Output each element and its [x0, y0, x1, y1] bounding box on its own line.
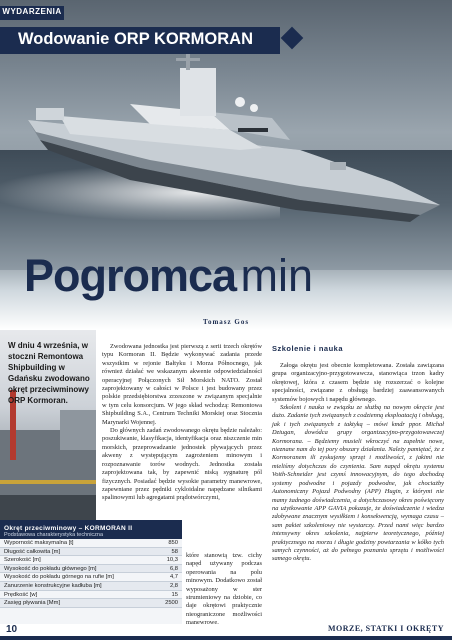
- paragraph: Zwodowana jednostka jest pierwszą z serii trzech okrętów typu Kormoran II. Będzie wykonywać zadania przede wszystkim w rejonie Bałtyku i Morza Północnego, jak również działać we wskazanym akwenie odpowiedzialności operacyjnej Połączonych Sił Morskich NATO. Został zaprojektowany w całości w Polsce i jest budowany przez polskie przedsiębiorstwa zrzeszone w związanym specjalnie w tym celu konsorcjum. W jego skład wchodzą: Remontowa Shipbuilding S.A., Centrum Techniki Morskiej oraz Stocznia Marynarki Wojennej.: [102, 343, 262, 426]
- table-row: [0, 565, 182, 574]
- row-label: Długość całkowita [m]: [4, 548, 61, 555]
- spec-table-header: [0, 523, 182, 539]
- row-label: Wysokość do pokładu górnego na rufie [m]: [4, 574, 114, 581]
- body-column-right: [272, 362, 444, 564]
- paragraph: Załoga okrętu jest obecnie kompletowana. Została zawiązana grupa organizacyjno-przygotowawcza, stanowiąca trzon kadry okrętowej, która z czasem będzie się rozszerzać o kolejne specjalności, związane z obsługą bardziej zaawansowanych systemów bojowych i napędu głównego.: [272, 362, 444, 403]
- title-bar: [0, 27, 280, 54]
- body-column-middle: [102, 343, 262, 503]
- section-tab: [0, 6, 64, 20]
- footer-rule: [0, 636, 452, 640]
- row-value: 58: [171, 548, 178, 555]
- row-value: 6,8: [169, 565, 178, 572]
- table-row: [0, 591, 182, 600]
- table-row: [0, 573, 182, 582]
- table-row: [0, 539, 182, 548]
- row-value: 10,3: [166, 557, 178, 564]
- paragraph: które stanowią tzw. cichy napęd używany podczas operowania na polu minowym. Dodatkowo został wyposażony w ster strumieniowy na dziobie, co daje okrętowi praktycznie nieograniczone możliwości manewrowe.: [186, 552, 262, 627]
- table-row: [0, 548, 182, 557]
- row-label: Wysokość do pokładu głównego [m]: [4, 565, 97, 572]
- spec-table-body: [0, 539, 182, 608]
- row-value: 850: [168, 540, 178, 546]
- lede: W dniu 4 września, w stoczni Remontowa Shipbuilding w Gdańsku zwodowano okręt przeciwminowy ORP Kormoran.: [8, 341, 90, 405]
- author-byline: Tomasz Gos: [202, 318, 250, 326]
- row-value: 2500: [165, 600, 178, 607]
- page-number: 10: [6, 624, 18, 635]
- headline-bold: Pogromca: [24, 250, 237, 301]
- magazine-name: MORZE, STATKI I OKRĘTY: [327, 624, 444, 633]
- section-subhead: Szkolenie i nauka: [272, 344, 344, 353]
- table-row: [0, 582, 182, 591]
- spec-table-title: Okręt przeciwminowy – KORMORAN II: [4, 525, 133, 532]
- table-row: [0, 556, 182, 565]
- paragraph: Do głównych zadań zwodowanego okrętu będzie należało: poszukiwanie, klasyfikacja, identyfikacja oraz niszczenie min morskich, przeprowadzanie jednostek pływających przez akweny z występującym zagrożeniem minowym i rozpoznawanie torów wodnych. Jednostka została zaprojektowana tak, by zapewnić niską sygnaturę pól fizycznych. Posiadać będzie wysokie parametry manewrowe, zapewniane przez pędniki cykloidalne napędzane silnikami spalinowymi lub agregatami prądotwórczymi,: [102, 427, 262, 502]
- section-label: WYDARZENIA: [2, 7, 62, 16]
- headline: [24, 250, 313, 302]
- row-label: Zanurzenie konstrukcyjne kadłuba [m]: [4, 582, 102, 589]
- spec-table: [0, 520, 182, 624]
- row-label: Szerokość [m]: [4, 557, 41, 564]
- body-column-middle-continued: [186, 552, 262, 628]
- row-label: Wyporność maksymalna [t]: [4, 540, 74, 546]
- row-value: 4,7: [169, 574, 178, 581]
- table-row: [0, 599, 182, 608]
- article-title: Wodowanie ORP KORMORAN: [18, 30, 253, 48]
- row-value: 2,8: [169, 582, 178, 589]
- row-value: 15: [171, 591, 178, 598]
- row-label: Zasięg pływania [Mm]: [4, 600, 61, 607]
- headline-light: min: [240, 250, 314, 301]
- row-label: Prędkość [w]: [4, 591, 38, 598]
- paragraph-quote: Szkoleni i nauka w związku ze służbą na nowym okręcie jest dużo. Zadanie tych związanych z codzienną eksploatacją i obsługą, jak i tych związanych z taktyką – mówi kmdr ppor. Michał Dziugan, dowódca grupy organizacyjno-przygotowawczej Kormorana. – Będziemy musieli wkroczyć na zupełnie nowe, nieznane nam do tej pory obszary działania. Należy pamiętać, że z Kormoranem ili zyskujemy sprzęt i możliwości, z jakimi nie mieliśmy dotychczas do czynienia. Sam napęd okrętu systemu Voith-Schneider jest czymś innowacyjnym, do tego dochodzą systemy podwodne i pojazdy podwodne, jak chociażby Autonomiczny Pojazd Podwodny (APP) Hugin, z którymi nie mamy żadnego doświadczenia, a dotychczasowy okres poświęcony na użytkowanie APP GAVIA pokazuje, że doświadczenie i wiedza zdobywane znacznym wysiłkiem i konsekwencją, wymaga czasu – sam pakiet szkoleniowy nie wystarczy. Przed nami więc bardzo intensywny okres szkolenia, najpierw teoretycznego, później praktycznego na morzu i długie godziny powtarzania w kółko tych samych czynności, aż do pełnego poznania sprzętu i możliwości samego okrętu.: [272, 404, 444, 563]
- spec-table-subtitle: Podstawowa charakterystyka techniczna: [4, 532, 104, 538]
